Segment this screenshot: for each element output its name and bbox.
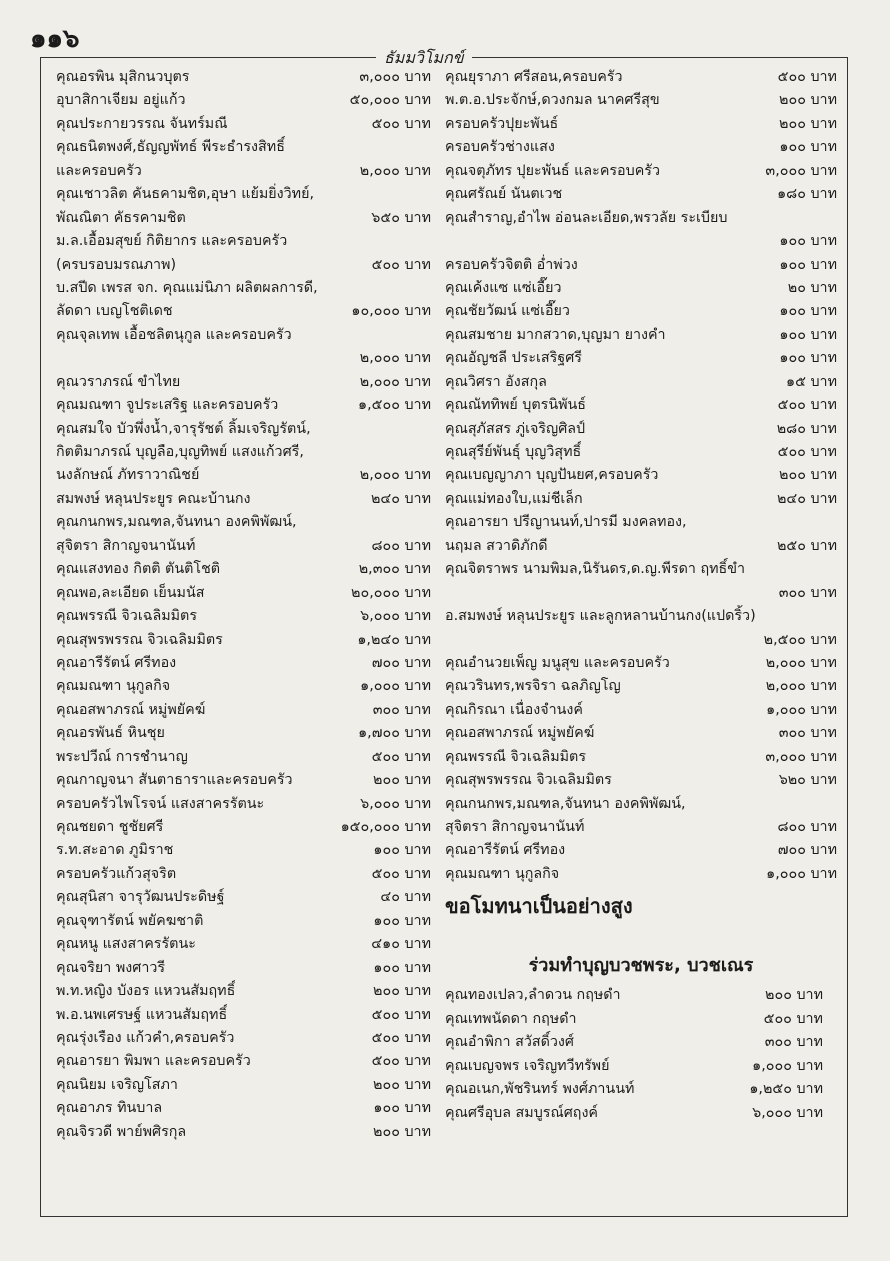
donor-name: คุณนิยม เจริญโสภา [56, 1076, 178, 1093]
donor-name: คุณวิศรา อังสกุล [445, 373, 547, 390]
donor-name: คุณอารยา ปรีญานนท์,ปารมี มงคลทอง, [445, 514, 687, 531]
donor-row [445, 418, 837, 441]
left-column [56, 66, 431, 1144]
donation-amount: ๑๐๐ บาท [779, 233, 837, 250]
donor-name: พ.ต.อ.ประจักษ์,ดวงกมล นาคศรีสุข [445, 92, 660, 109]
donor-row [445, 629, 837, 652]
donation-amount: ๒๐๐ บาท [765, 987, 823, 1004]
donor-row [56, 722, 431, 745]
donor-name: คุณอาภร ทินบาล [56, 1100, 163, 1117]
donor-name: คุณสุนิสา จารุวัฒนประดิษฐ์ [56, 889, 225, 906]
donor-row [445, 863, 837, 886]
donation-amount: ๑๐๐ บาท [779, 326, 837, 343]
donation-amount: ๘๐๐ บาท [371, 537, 431, 554]
donation-amount: ๒,๐๐๐ บาท [359, 162, 431, 179]
donation-amount: ๒,๐๐๐ บาท [359, 350, 431, 367]
donation-amount: ๒๐,๐๐๐ บาท [351, 584, 431, 601]
donor-row [56, 629, 431, 652]
donor-row [445, 394, 837, 417]
donor-row [445, 535, 837, 558]
donation-amount: ๒๔๐ บาท [776, 490, 837, 507]
donation-amount: ๑๘๐ บาท [777, 186, 837, 203]
donation-amount: ๑๐๐ บาท [373, 842, 431, 859]
donor-name: นฤมล สวาดิภักดี [445, 537, 548, 554]
donation-amount: ๕๐๐ บาท [777, 69, 837, 85]
right-donor-list [445, 66, 837, 886]
donor-row [56, 793, 431, 816]
donor-name: คุณสมใจ บัวพึ่งน้ำ,จารุรัชต์ ลิ้มเจริญรัตน์, [56, 420, 311, 437]
donation-amount: ๑๐๐ บาท [373, 959, 431, 976]
donation-amount: ๒๐๐ บาท [779, 467, 837, 484]
donor-row [56, 1097, 431, 1120]
donor-name: และครอบครัว [56, 162, 142, 179]
masthead: ธัมมวิโมกข์ [376, 46, 472, 71]
donor-name: คุณทองเปลว,ลำดวน กฤษดำ [445, 987, 621, 1004]
donor-name: คุณจิรวดี พาย์พศิรกุล [56, 1123, 187, 1140]
donation-amount: ๕๐๐ บาท [371, 1029, 431, 1046]
donor-name: คุณแสงทอง กิตติ ตันติโชติ [56, 561, 221, 578]
donor-row [56, 418, 431, 441]
donor-row [56, 535, 431, 558]
donor-row [56, 675, 431, 698]
donation-amount: ๖๕๐ บาท [371, 209, 431, 226]
donation-amount: ๒๐๐ บาท [373, 1123, 431, 1140]
donor-row [56, 816, 431, 839]
donor-row [445, 207, 837, 230]
donor-row [445, 277, 837, 300]
donor-name: ม.ล.เอื้อมสุขย์ กิติยากร และครอบครัว [56, 233, 288, 250]
donor-row [445, 984, 837, 1008]
donor-row [56, 89, 431, 112]
donor-name: คุณจตุภัทร ปุยะพันธ์ และครอบครัว [445, 162, 660, 179]
donor-name: คุณประกายวรรณ จันทร์มณี [56, 115, 228, 132]
donor-name: คุณสุพรพรรณ จิวเฉลิมมิตร [56, 631, 223, 648]
donor-row [56, 652, 431, 675]
donation-amount: ๓,๐๐๐ บาท [359, 69, 431, 85]
donation-amount: ๓๐๐ บาท [778, 584, 837, 601]
donation-amount: ๑,๐๐๐ บาท [766, 701, 837, 718]
donor-name: คุณวราภรณ์ ขำไทย [56, 373, 181, 390]
donor-name: ครอบครัวแก้วสุจริต [56, 865, 177, 882]
donor-name: นงลักษณ์ ภัทราวาณิชย์ [56, 467, 200, 484]
donation-amount: ๒๐๐ บาท [779, 115, 837, 132]
donor-name: อุบาสิกาเจียม อยู่แก้ว [56, 92, 186, 109]
donation-amount: ๒๐ บาท [787, 279, 837, 296]
donor-name: คุณณัททิพย์ บุตรนิพันธ์ [445, 397, 587, 414]
donor-row [445, 1055, 837, 1079]
donor-row [56, 254, 431, 277]
donor-row [56, 488, 431, 511]
donation-amount: ๓๐๐ บาท [778, 725, 837, 742]
donor-name: คุณมณฑา จูประเสริฐ และครอบครัว [56, 397, 279, 414]
donor-row [445, 324, 837, 347]
donation-amount: ๑๐๐ บาท [373, 912, 431, 929]
donation-amount: ๕๐๐ บาท [777, 444, 837, 460]
donor-row [56, 1027, 431, 1050]
donor-row [56, 1121, 431, 1144]
donor-name: คุณอเนก,พัชรินทร์ พงศ์ภานนท์ [445, 1081, 635, 1098]
donation-amount: ๒๐๐ บาท [373, 1076, 431, 1093]
donor-row [445, 464, 837, 487]
donor-row [56, 511, 431, 534]
donor-row [56, 980, 431, 1003]
donation-amount: ๘๐๐ บาท [777, 819, 837, 835]
donor-row [56, 769, 431, 792]
donation-amount: ๗๐๐ บาท [371, 654, 431, 671]
donor-name: คุณสุรีย์พันธุ์ บุญวิสุทธิ์ [445, 444, 582, 460]
donor-row [445, 488, 837, 511]
donor-row [445, 113, 837, 136]
donor-row [56, 394, 431, 417]
donation-amount: ๓,๐๐๐ บาท [765, 162, 837, 179]
donor-row [445, 746, 837, 769]
donation-amount: ๒๐๐ บาท [373, 983, 431, 1000]
donation-amount: ๑๐๐ บาท [779, 256, 837, 273]
donation-amount: ๓๐๐ บาท [764, 1034, 823, 1051]
donation-amount: ๑๕ บาท [786, 373, 837, 390]
donation-amount: ๔๑๐ บาท [371, 936, 431, 953]
donor-name: คุณอำนวยเพ็ญ มนูสุข และครอบครัว [445, 654, 670, 671]
donor-name: คุณชัยวัฒน์ แซ่เอี๊ยว [445, 303, 570, 320]
donor-row [56, 582, 431, 605]
donor-name: คุณเทพนัดดา กฤษดำ [445, 1010, 577, 1027]
donation-amount: ๕๐๐ บาท [371, 748, 431, 765]
donor-name: คุณกนกพร,มณฑล,จันทนา องคพิพัฒน์, [56, 514, 297, 531]
donor-name: พ.ท.หญิง บังอร แหวนสัมฤทธิ์ [56, 983, 236, 1000]
donor-row [56, 324, 431, 347]
donation-amount: ๑,๒๔๐ บาท [357, 631, 431, 648]
donor-row [445, 839, 837, 862]
donor-row [56, 1050, 431, 1073]
donor-name: คุณสุพรพรรณ จิวเฉลิมมิตร [445, 772, 612, 789]
donor-row [56, 230, 431, 253]
donor-row [56, 933, 431, 956]
donor-name: สุจิตรา สิกาญจนานันท์ [56, 537, 196, 554]
donation-amount: ๕๐,๐๐๐ บาท [349, 92, 431, 109]
section-title: ร่วมทำบุญบวชพระ, บวชเณร [528, 955, 754, 977]
donor-row [445, 652, 837, 675]
donation-amount: ๒,๐๐๐ บาท [765, 678, 837, 695]
donor-name: คุณสุภัสสร ภู่เจริญศิลป์ [445, 420, 586, 437]
donor-name: คุณสำราญ,อำไพ อ่อนละเอียด,พรวลัย ระเบียบ [445, 209, 728, 226]
donor-row [56, 300, 431, 323]
donation-amount: ๒๕๐ บาท [776, 537, 837, 554]
donor-row [445, 66, 837, 89]
donor-row [445, 441, 837, 464]
donor-name: สุจิตรา สิกาญจนานันท์ [445, 819, 585, 835]
donor-name: พระปวีณ์ การชำนาญ [56, 748, 188, 765]
donation-amount: ๒๘๐ บาท [776, 420, 837, 437]
donor-name: คุณอัญชลี ประเสริฐศรี [445, 350, 582, 367]
donor-name: คุณเบญญาภา บุญปันยศ,ครอบครัว [445, 467, 659, 484]
donor-name: คุณหนู แสงสาครรัตนะ [56, 936, 196, 953]
donor-name: คุณมณฑา นุกูลกิจ [56, 678, 171, 695]
donor-row [445, 300, 837, 323]
donor-name: พ.อ.นพเศรษฐ์ แหวนสัมฤทธิ์ [56, 1006, 228, 1023]
donation-amount: ๗๐๐ บาท [777, 842, 837, 859]
donor-row [56, 371, 431, 394]
donation-amount: ๒,๐๐๐ บาท [765, 654, 837, 671]
donor-row [445, 230, 837, 253]
donor-row [445, 89, 837, 112]
donor-row [56, 136, 431, 159]
donor-name: คุณสมชาย มากสวาด,บุญมา ยางคำ [445, 326, 666, 343]
donation-amount: ๓,๐๐๐ บาท [765, 748, 837, 765]
donation-amount: ๕๐๐ บาท [371, 256, 431, 273]
donation-amount: ๑,๐๐๐ บาท [766, 865, 837, 882]
donor-name: คุณกนกพร,มณฑล,จันทนา องคพิพัฒน์, [445, 795, 686, 812]
donor-name: ครอบครัวปุยะพันธ์ [445, 115, 559, 132]
donor-name: คุณกิรณา เนื่องจำนงค์ [445, 701, 583, 718]
donation-amount: ๖,๐๐๐ บาท [752, 1104, 823, 1121]
donor-name: คุณชยดา ชูชัยศรี [56, 819, 164, 835]
donor-row [56, 66, 431, 89]
donor-name: สมพงษ์ หลุนประยูร คณะบ้านกง [56, 490, 251, 507]
donor-row [56, 839, 431, 862]
donor-name: คุณเชาวลิต คันธคามชิต,อุษา แย้มยิ่งวิทย์, [56, 186, 315, 203]
donation-amount: ๑๐,๐๐๐ บาท [351, 303, 431, 320]
donor-row [445, 605, 837, 628]
donation-amount: ๑,๕๐๐ บาท [358, 397, 431, 414]
donor-name: ลัดดา เบญโชติเดช [56, 303, 173, 320]
donor-row [445, 1031, 837, 1055]
donor-name: ครอบครัวช่างแสง [445, 139, 555, 156]
donation-amount: ๕๐๐ บาท [371, 115, 431, 132]
page-number: ๑๑๖ [30, 24, 80, 54]
donation-amount: ๑,๐๐๐ บาท [752, 1057, 823, 1074]
donation-amount: ๒,๓๐๐ บาท [358, 561, 431, 578]
donor-name: คุณจริยา พงศาวรี [56, 959, 166, 976]
donor-name: ร.ท.สะอาด ภูมิราช [56, 842, 174, 859]
donation-amount: ๒,๐๐๐ บาท [359, 467, 431, 484]
donor-row [56, 160, 431, 183]
donor-name: คุณจุฑารัตน์ พยัคฆชาติ [56, 912, 204, 929]
donation-amount: ๒,๐๐๐ บาท [359, 373, 431, 390]
donor-name: คุณอารีรัตน์ ศรีทอง [56, 654, 177, 671]
donor-row [56, 863, 431, 886]
donation-amount: ๑๐๐ บาท [779, 303, 837, 320]
donor-row [445, 816, 837, 839]
donor-row [56, 207, 431, 230]
donor-row [56, 113, 431, 136]
donor-name: คุณจิตราพร นามพิมล,นิรันดร,ด.ญ.พีรดา ฤทธิ์ขำ [445, 561, 746, 578]
donor-row [56, 183, 431, 206]
donation-amount: ๑๐๐ บาท [373, 1100, 431, 1117]
donor-row [445, 183, 837, 206]
donation-amount: ๒,๕๐๐ บาท [763, 631, 837, 648]
donor-name: คุณศรัณย์ นันตเวช [445, 186, 563, 203]
donor-name: คุณอารยา พิมพา และครอบครัว [56, 1053, 251, 1070]
donor-name: พัณณิตา คัธรคามชิต [56, 209, 186, 226]
donor-row [56, 699, 431, 722]
donor-name: คุณแม่ทองใบ,แม่ชีเล็ก [445, 490, 583, 507]
donor-row [445, 675, 837, 698]
donation-amount: ๒๔๐ บาท [370, 490, 431, 507]
donation-amount: ๕๐๐ บาท [371, 865, 431, 882]
donor-row [56, 464, 431, 487]
donor-row [445, 347, 837, 370]
donor-name: คุณอรพิน มุสิกนวบุตร [56, 69, 190, 85]
donor-name: (ครบรอบมรณภาพ) [56, 256, 177, 273]
donor-row [445, 582, 837, 605]
donor-row [445, 558, 837, 581]
donation-amount: ๒๐๐ บาท [373, 772, 431, 789]
donor-row [445, 1078, 837, 1102]
donor-row [445, 699, 837, 722]
donation-amount: ๑,๗๐๐ บาท [358, 725, 431, 742]
donor-row [56, 746, 431, 769]
donor-name: คุณอรพันธ์ หินชุย [56, 725, 165, 742]
donor-name: คุณวรินทร,พรจิรา ฉลภิญโญ [445, 678, 621, 695]
donor-name: คุณรุ่งเรือง แก้วคำ,ครอบครัว [56, 1029, 235, 1046]
donation-amount: ๕๐๐ บาท [371, 1006, 431, 1023]
donor-name: กิตติมาภรณ์ บุญลือ,บุญทิพย์ แสงแก้วศรี, [56, 444, 304, 460]
donor-row [445, 1008, 837, 1032]
donor-row [56, 1004, 431, 1027]
donation-amount: ๖๒๐ บาท [778, 772, 837, 789]
donor-name: คุณกาญจนา สันตาธาราและครอบครัว [56, 772, 293, 789]
donor-row [56, 910, 431, 933]
donor-row [56, 1074, 431, 1097]
donor-row [445, 254, 837, 277]
donor-name: คุณจุลเทพ เอื้อชลิตนุกูล และครอบครัว [56, 326, 292, 343]
donor-row [445, 136, 837, 159]
donor-row [445, 722, 837, 745]
donor-name: คุณพรรณี จิวเฉลิมมิตร [56, 608, 198, 625]
donor-name: คุณเบญจพร เจริญทวีทรัพย์ [445, 1057, 610, 1074]
donation-amount: ๖,๐๐๐ บาท [360, 795, 431, 812]
thanks-heading: ขอโมทนาเป็นอย่างสูง [445, 894, 633, 919]
donor-row [445, 1102, 837, 1126]
donor-name: อ.สมพงษ์ หลุนประยูร และลูกหลานบ้านกง(แปดริ้ว) [445, 608, 756, 625]
donor-name: คุณศรีอุบล สมบูรณ์ศฤงค์ [445, 1104, 598, 1121]
donation-amount: ๕๐๐ บาท [763, 1010, 823, 1027]
donor-row [56, 886, 431, 909]
donor-row [56, 605, 431, 628]
donor-row [56, 558, 431, 581]
donor-name: คุณธนิตพงศ์,ธัญญพัทธ์ พีระธำรงสิทธิ์ [56, 139, 285, 156]
donation-amount: ๑๐๐ บาท [779, 350, 837, 367]
donation-amount: ๔๐ บาท [380, 889, 431, 906]
donor-name: คุณอสพาภรณ์ หมู่พยัคฆ์ [445, 725, 595, 742]
donation-amount: ๑,๐๐๐ บาท [360, 678, 431, 695]
donor-row [56, 277, 431, 300]
donation-amount: ๒๐๐ บาท [779, 92, 837, 109]
donor-name: คุณอสพาภรณ์ หมู่พยัคฆ์ [56, 701, 206, 718]
donor-row [445, 160, 837, 183]
donor-row [56, 347, 431, 370]
right-column [445, 66, 837, 1125]
donor-name: คุณยุราภา ศรีสอน,ครอบครัว [445, 69, 623, 85]
donor-row [445, 371, 837, 394]
donation-amount: ๕๐๐ บาท [777, 397, 837, 414]
donation-amount: ๕๐๐ บาท [371, 1053, 431, 1070]
donor-name: ครอบครัวจิตติ อ่ำพ่วง [445, 256, 578, 273]
donor-name: คุณอารีรัตน์ ศรีทอง [445, 842, 566, 859]
donation-amount: ๖,๐๐๐ บาท [360, 608, 431, 625]
donor-row [445, 793, 837, 816]
donor-row [56, 441, 431, 464]
donation-amount: ๑๕๐,๐๐๐ บาท [340, 819, 431, 835]
donor-row [445, 511, 837, 534]
donor-name: คุณเค้งแซ แซ่เอี๊ยว [445, 279, 562, 296]
donor-name: บ.สปีด เพรส จก. คุณแม่นิภา ผลิตผลการดี, [56, 279, 318, 296]
donor-name: ครอบครัวไพโรจน์ แสงสาครรัตนะ [56, 795, 265, 812]
donor-name: คุณพรรณี จิวเฉลิมมิตร [445, 748, 587, 765]
donor-row [56, 957, 431, 980]
donation-amount: ๑๐๐ บาท [779, 139, 837, 156]
donation-amount: ๓๐๐ บาท [372, 701, 431, 718]
donor-name: คุณมณฑา นุกูลกิจ [445, 865, 560, 882]
donor-name: คุณพอ,ละเอียด เย็นมนัส [56, 584, 205, 601]
donor-row [445, 769, 837, 792]
donation-amount: ๑,๒๕๐ บาท [749, 1081, 823, 1098]
ordination-donor-list [445, 984, 837, 1125]
donor-name: คุณอำพิกา สวัสดิ์วงศ์ [445, 1034, 574, 1051]
